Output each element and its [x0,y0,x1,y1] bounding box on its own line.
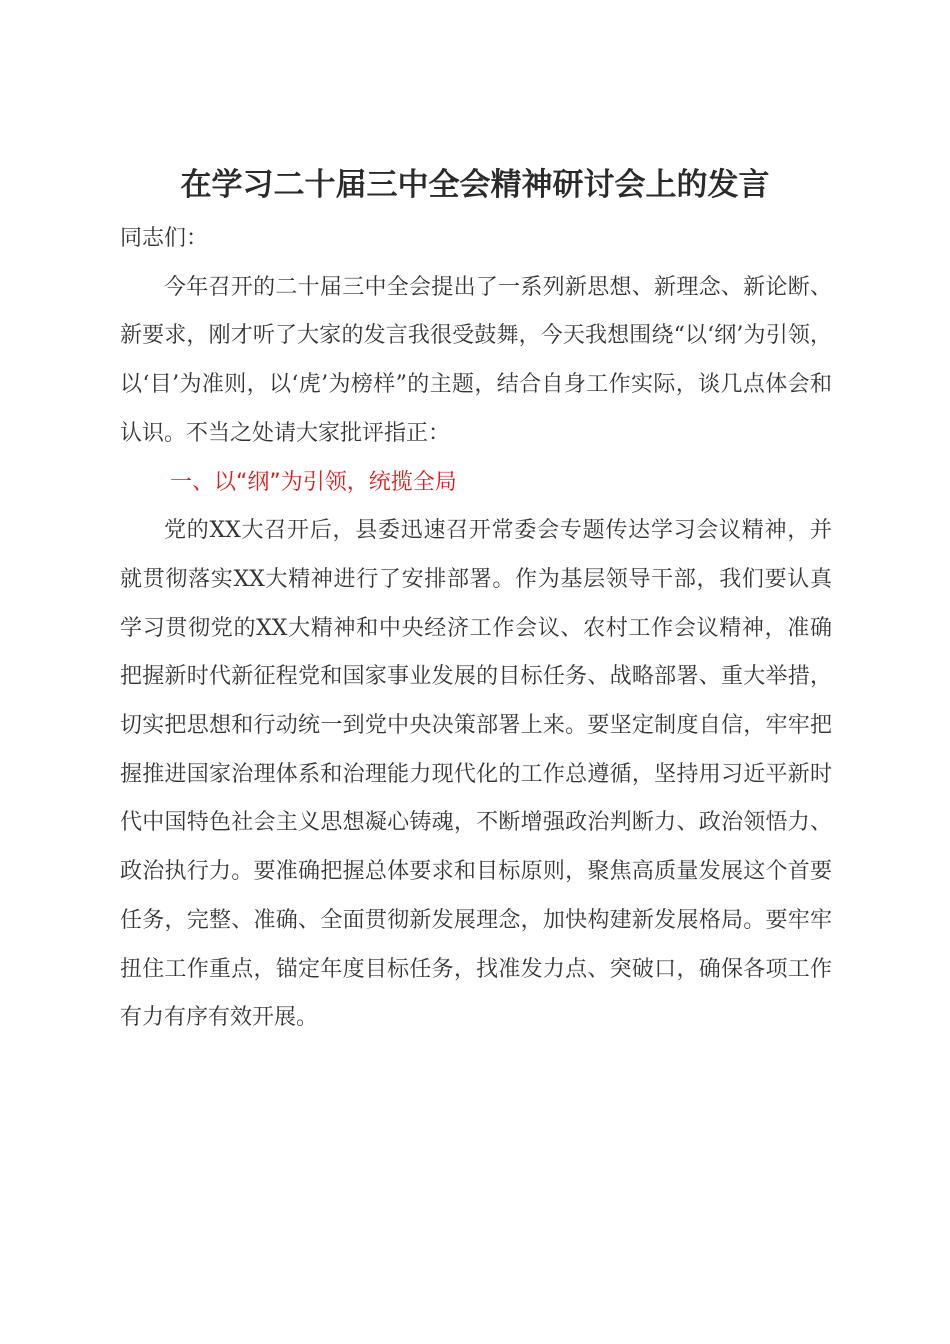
section-1-paragraph: 党的XX大召开后，县委迅速召开常委会专题传达学习会议精神，并就贯彻落实XX大精神进行了安排部署。作为基层领导干部，我们要认真学习贯彻党的XX大精神和中央经济工作会议、农村工作会议精神，准确把握新时代新征程党和国家事业发展的目标任务、战略部署、重大举措，切实把思想和行动统一到党中央决策部署上来。要坚定制度自信，牢牢把握推进国家治理体系和治理能力现代化的工作总遵循，坚持用习近平新时代中国特色社会主义思想凝心铸魂，不断增强政治判断力、政治领悟力、政治执行力。要准确把握总体要求和目标原则，聚焦高质量发展这个首要任务，完整、准确、全面贯彻新发展理念，加快构建新发展格局。要牢牢扭住工作重点，锚定年度目标任务，找准发力点、突破口，确保各项工作有力有序有效开展。 [120,518,832,1031]
section-heading-1: 一、以“纲”为引领，统揽全局 [170,469,457,495]
intro-paragraph: 今年召开的二十届三中全会提出了一系列新思想、新理念、新论断、新要求，刚才听了大家的发言我很受鼓舞，今天我想围绕“以‘纲’为引领，以‘目’为准则，以‘虎’为榜样”的主题，结合自身工作实际，谈几点体会和认识。不当之处请大家批评指正： [120,274,832,446]
salutation: 同志们： [120,226,209,251]
document-title: 在学习二十届三中全会精神研讨会上的发言 [180,167,770,203]
document-body [120,215,832,1043]
